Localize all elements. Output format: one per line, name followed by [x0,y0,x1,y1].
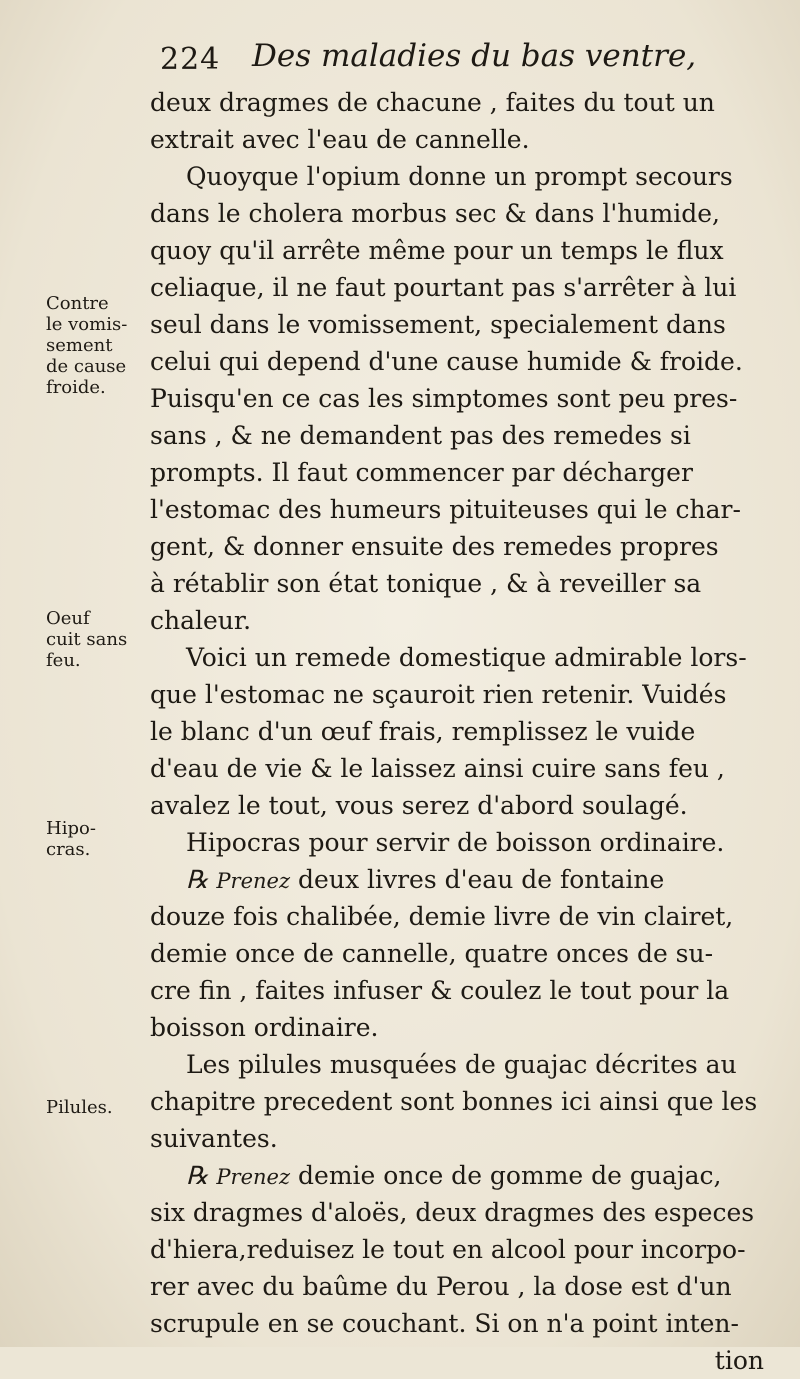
text-line: cre fin , faites infuser & coulez le tout pour la [150,976,730,1005]
text-line: Puisqu'en ce cas les simptomes sont peu pres- [150,384,738,413]
text-line: Voici un remede domestique admirable lors- [186,643,747,672]
body-text [150,84,770,1379]
marginal-line: de cause [46,356,127,377]
text-line: suivantes. [150,1124,278,1153]
marginal-line: froide. [46,377,106,398]
text-line: extrait avec l'eau de cannelle. [150,125,530,154]
text-line: demie once de cannelle, quatre onces de su- [150,939,714,968]
text-line: celui qui depend d'une cause humide & froide. [150,347,743,376]
text-line: d'eau de vie & le laissez ainsi cuire sans feu , [150,754,725,783]
text-line: celiaque, il ne faut pourtant pas s'arrêter à lui [150,273,737,302]
text-line: avalez le tout, vous serez d'abord soulagé. [150,791,688,820]
text-line: dans le cholera morbus sec & dans l'humide, [150,199,720,228]
catchword: tion [714,1346,764,1375]
running-title: Des maladies du bas ventre, [252,38,697,74]
text-line-content: deux livres d'eau de fontaine [298,865,665,894]
recipe-symbol: ℞ [186,1161,209,1190]
marginal-line: feu. [46,650,81,671]
text-line: seul dans le vomissement, specialement dans [150,310,726,339]
text-line: chaleur. [150,606,252,635]
marginal-line: Oeuf [46,608,90,629]
text-line: douze fois chalibée, demie livre de vin clairet, [150,902,734,931]
text-line: rer avec du baûme du Perou , la dose est d'un [150,1272,732,1301]
marginal-note-hipocras [46,818,96,860]
text-line: Quoyque l'opium donne un prompt secours [186,162,733,191]
marginal-line: Hipo- [46,818,96,839]
page-number: 224 [160,42,221,77]
text-line: chapitre precedent sont bonnes ici ainsi que les [150,1087,758,1116]
recipe-word: Prenez [216,1165,291,1189]
text-line: quoy qu'il arrête même pour un temps le flux [150,236,724,265]
text-line: l'estomac des humeurs pituiteuses qui le char- [150,495,741,524]
page-header [150,38,697,86]
text-line: Hipocras pour servir de boisson ordinaire. [186,828,725,857]
text-line: Les pilules musquées de guajac décrites au [186,1050,737,1079]
recipe-line [150,1157,770,1194]
text-line: boisson ordinaire. [150,1013,379,1042]
marginal-line: Pilules. [46,1097,113,1118]
text-line: deux dragmes de chacune , faites du tout un [150,88,715,117]
marginal-note-pilules [46,1097,113,1118]
marginal-note-contre-vomissement [46,293,127,398]
text-line: scrupule en se couchant. Si on n'a point inten- [150,1309,739,1338]
recipe-symbol: ℞ [186,865,209,894]
marginal-line: le vomis- [46,314,128,335]
text-line: que l'estomac ne sçauroit rien retenir. Vuidés [150,680,727,709]
text-line: d'hiera,reduisez le tout en alcool pour incorpo- [150,1235,746,1264]
marginal-note-oeuf-cuit [46,608,127,671]
text-line: gent, & donner ensuite des remedes propres [150,532,719,561]
marginal-line: cuit sans [46,629,128,650]
recipe-word: Prenez [216,869,291,893]
text-line-content: demie once de gomme de guajac, [298,1161,722,1190]
text-line: le blanc d'un œuf frais, remplissez le vuide [150,717,696,746]
recipe-line [150,861,770,898]
marginal-line: Contre [46,293,109,314]
marginal-line: sement [46,335,113,356]
marginal-line: cras. [46,839,91,860]
text-line: prompts. Il faut commencer par décharger [150,458,693,487]
text-line: à rétablir son état tonique , & à reveiller sa [150,569,702,598]
text-line: six dragmes d'aloës, deux dragmes des especes [150,1198,755,1227]
text-line: sans , & ne demandent pas des remedes si [150,421,691,450]
